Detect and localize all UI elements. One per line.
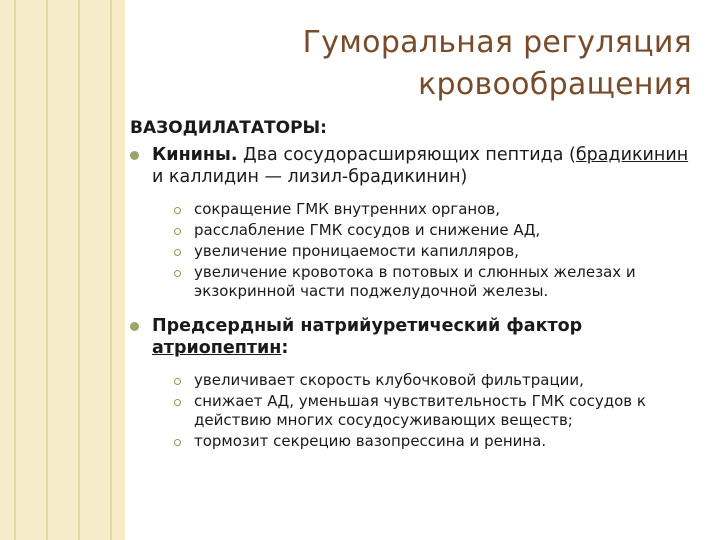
list-item-text: увеличивает скорость клубочковой фильтрации, — [194, 371, 584, 389]
list-item — [174, 221, 700, 240]
sub-bullet-icon — [174, 207, 181, 214]
kinins-bold: Кинины. — [152, 145, 238, 165]
bullet-dot-icon — [130, 151, 139, 160]
sub-bullet-icon — [174, 439, 181, 446]
list-item — [174, 242, 700, 261]
slide-content — [130, 117, 700, 453]
slide-title — [172, 22, 692, 106]
sub-bullet-icon — [174, 378, 181, 385]
section-heading: ВАЗОДИЛАТАТОРЫ: — [130, 118, 327, 138]
sub-bullet-icon — [174, 270, 181, 277]
bradykinin-link-text: брадикинин — [575, 145, 689, 165]
list-item — [174, 392, 700, 430]
title-line-2: кровообращения — [418, 67, 692, 102]
list-item — [174, 200, 700, 219]
anp-colon: : — [281, 338, 289, 358]
anp-effects-list — [174, 371, 700, 451]
list-item-text: снижает АД, уменьшая чувствительность ГМК сосудов к действию многих сосудосуживающих веществ; — [194, 392, 646, 429]
kinins-text — [152, 144, 700, 188]
kinins-effects-list — [174, 200, 700, 301]
sub-bullet-icon — [174, 249, 181, 256]
list-item — [174, 432, 700, 451]
list-item — [174, 371, 700, 390]
list-item — [174, 263, 700, 301]
list-item-text: сокращение ГМК внутренних органов, — [194, 200, 500, 218]
bullet-kinins — [130, 144, 700, 301]
sub-bullet-icon — [174, 399, 181, 406]
anp-bold: Предсердный натрийуретический фактор — [152, 316, 583, 336]
bullet-anp — [130, 315, 700, 451]
sub-bullet-icon — [174, 228, 181, 235]
kinins-text-b: и каллидин — лизил-брадикинин) — [152, 167, 468, 187]
list-item-text: тормозит секрецию вазопрессина и ренина. — [194, 432, 547, 450]
list-item-text: увеличение проницаемости капилляров, — [194, 242, 519, 260]
kinins-text-a: Два сосудорасширяющих пептида ( — [237, 145, 576, 165]
bullet-dot-icon — [130, 322, 139, 331]
list-item-text: увеличение кровотока в потовых и слюнных железах и экзокринной части поджелудочной железы. — [194, 263, 636, 300]
title-line-1: Гуморальная регуляция — [302, 25, 692, 60]
list-item-text: расслабление ГМК сосудов и снижение АД, — [194, 221, 541, 239]
anp-text — [152, 315, 700, 359]
atriopeptin-text: атриопептин — [152, 338, 282, 358]
